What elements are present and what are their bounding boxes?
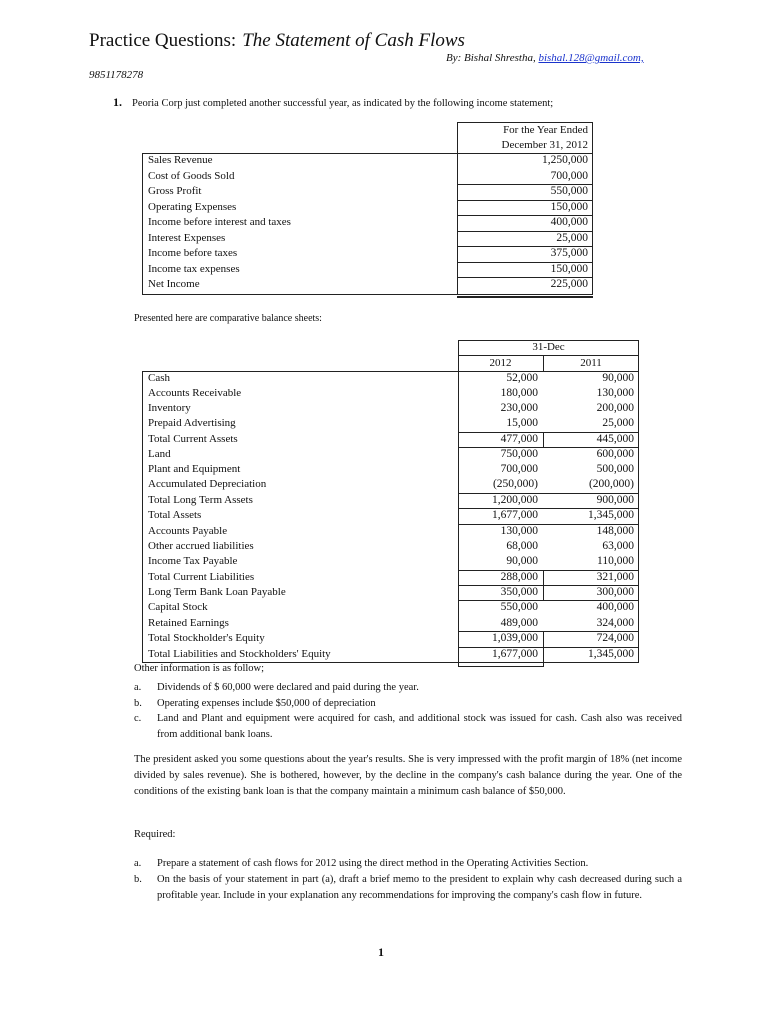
list-marker: a. (134, 682, 142, 693)
value-2012: 288,000 (500, 571, 538, 583)
value-2011: 445,000 (596, 433, 634, 445)
row-label: Retained Earnings (148, 617, 229, 629)
value-2011: 1,345,000 (588, 509, 634, 521)
question-1-intro (113, 95, 553, 110)
row-label: Cost of Goods Sold (148, 170, 235, 182)
value-2012: 130,000 (500, 525, 538, 537)
double-underline (457, 296, 593, 298)
value-2012: 180,000 (500, 387, 538, 399)
value-2012: 489,000 (500, 617, 538, 629)
list-text: Prepare a statement of cash flows for 2012 using the direct method in the Operating Activities Section. (157, 858, 589, 869)
author-email-link[interactable]: bishal.128@gmail.com, (538, 52, 644, 64)
row-label: Long Term Bank Loan Payable (148, 586, 286, 598)
value-2011: 63,000 (602, 540, 634, 552)
row-value: 375,000 (550, 247, 588, 259)
row-label: Total Liabilities and Stockholders' Equity (148, 648, 331, 660)
row-label: Total Long Term Assets (148, 494, 253, 506)
author-phone: 9851178278 (89, 69, 144, 81)
divider (458, 666, 544, 667)
row-label: Cash (148, 372, 170, 384)
row-value: 25,000 (556, 232, 588, 244)
row-label: Income tax expenses (148, 263, 240, 275)
row-label: Income before interest and taxes (148, 216, 291, 228)
value-2011: 321,000 (596, 571, 634, 583)
row-label: Income Tax Payable (148, 555, 238, 567)
author-byline (446, 52, 644, 64)
row-label: Total Stockholder's Equity (148, 632, 265, 644)
document-title (89, 30, 465, 52)
value-2012: 350,000 (500, 586, 538, 598)
other-info-heading: Other information is as follow; (134, 663, 265, 674)
value-2011: 25,000 (602, 417, 634, 429)
row-label: Interest Expenses (148, 232, 226, 244)
row-value: 150,000 (550, 201, 588, 213)
row-label: Total Assets (148, 509, 202, 521)
value-2011: 724,000 (596, 632, 634, 644)
value-2011: 130,000 (596, 387, 634, 399)
row-value: 400,000 (550, 216, 588, 228)
value-2011: (200,000) (588, 478, 634, 490)
value-2011: 90,000 (602, 372, 634, 384)
income-statement-header-line2: December 31, 2012 (501, 139, 588, 151)
required-heading: Required: (134, 829, 176, 840)
list-text: Operating expenses include $50,000 of depreciation (157, 698, 376, 709)
value-2011: 300,000 (596, 586, 634, 598)
row-value: 225,000 (550, 278, 588, 290)
balance-sheet-intro: Presented here are comparative balance sheets: (134, 313, 322, 324)
row-label: Net Income (148, 278, 200, 290)
header-col-2012: 2012 (489, 357, 512, 369)
author-name: By: Bishal Shrestha, (446, 52, 536, 64)
value-2012: 1,200,000 (492, 494, 538, 506)
value-2011: 900,000 (596, 494, 634, 506)
row-label: Accounts Receivable (148, 387, 242, 399)
list-marker: b. (134, 874, 142, 885)
value-2012: 52,000 (506, 372, 538, 384)
value-2012: 1,039,000 (492, 632, 538, 644)
value-2012: (250,000) (492, 478, 538, 490)
row-value: 150,000 (550, 263, 588, 275)
list-marker: a. (134, 858, 142, 869)
value-2011: 400,000 (596, 601, 634, 613)
value-2012: 550,000 (500, 601, 538, 613)
value-2012: 750,000 (500, 448, 538, 460)
row-label: Land (148, 448, 171, 460)
row-value: 550,000 (550, 185, 588, 197)
row-label: Income before taxes (148, 247, 238, 259)
list-text: Land and Plant and equipment were acquired for cash, and additional stock was issued for cash. Cash also was received from additional bank loans. (157, 713, 682, 740)
income-statement-header-line1: For the Year Ended (503, 124, 588, 136)
row-label: Prepaid Advertising (148, 417, 236, 429)
value-2011: 148,000 (596, 525, 634, 537)
value-2012: 477,000 (500, 433, 538, 445)
row-label: Total Current Assets (148, 433, 238, 445)
value-2012: 15,000 (506, 417, 538, 429)
row-value: 700,000 (550, 170, 588, 182)
value-2012: 230,000 (500, 402, 538, 414)
row-label: Sales Revenue (148, 154, 213, 166)
row-value: 1,250,000 (542, 154, 588, 166)
value-2011: 1,345,000 (588, 648, 634, 660)
president-paragraph: The president asked you some questions about the year's results. She is very impressed with the profit margin of 18% (net income divided by sales revenue). She is bothered, however, by the decline in the company's cash balance during the year. One of the conditions of the existing bank loan is that the company maintain a minimum cash balance of $50,000. (134, 754, 682, 797)
list-marker: b. (134, 698, 142, 709)
row-label: Gross Profit (148, 185, 202, 197)
question-number: 1. (113, 95, 122, 109)
value-2011: 200,000 (596, 402, 634, 414)
row-label: Capital Stock (148, 601, 208, 613)
value-2012: 700,000 (500, 463, 538, 475)
row-label: Plant and Equipment (148, 463, 241, 475)
list-marker: c. (134, 713, 142, 724)
value-2012: 68,000 (506, 540, 538, 552)
list-text: Dividends of $ 60,000 were declared and paid during the year. (157, 682, 419, 693)
value-2011: 110,000 (597, 555, 634, 567)
value-2011: 324,000 (596, 617, 634, 629)
header-col-2011: 2011 (580, 357, 602, 369)
row-label: Operating Expenses (148, 201, 237, 213)
list-text: On the basis of your statement in part (a), draft a brief memo to the president to explain why cash decreased during such a profitable year. Include in your explanation any recommendations for improving the company's cash flow in future. (157, 874, 682, 901)
title-subject: The Statement of Cash Flows (242, 30, 465, 51)
value-2011: 500,000 (596, 463, 634, 475)
income-statement-column-divider (457, 153, 458, 295)
header-date: 31-Dec (532, 341, 565, 353)
row-label: Accumulated Depreciation (148, 478, 267, 490)
value-2011: 600,000 (596, 448, 634, 460)
value-2012: 1,677,000 (492, 648, 538, 660)
row-label: Inventory (148, 402, 191, 414)
question-intro-text: Peoria Corp just completed another successful year, as indicated by the following income statement; (132, 98, 554, 109)
page-number: 1 (378, 945, 384, 959)
value-2012: 1,677,000 (492, 509, 538, 521)
title-prefix: Practice Questions: (89, 30, 237, 51)
row-label: Total Current Liabilities (148, 571, 255, 583)
value-2012: 90,000 (506, 555, 538, 567)
row-label: Accounts Payable (148, 525, 228, 537)
row-label: Other accrued liabilities (148, 540, 254, 552)
